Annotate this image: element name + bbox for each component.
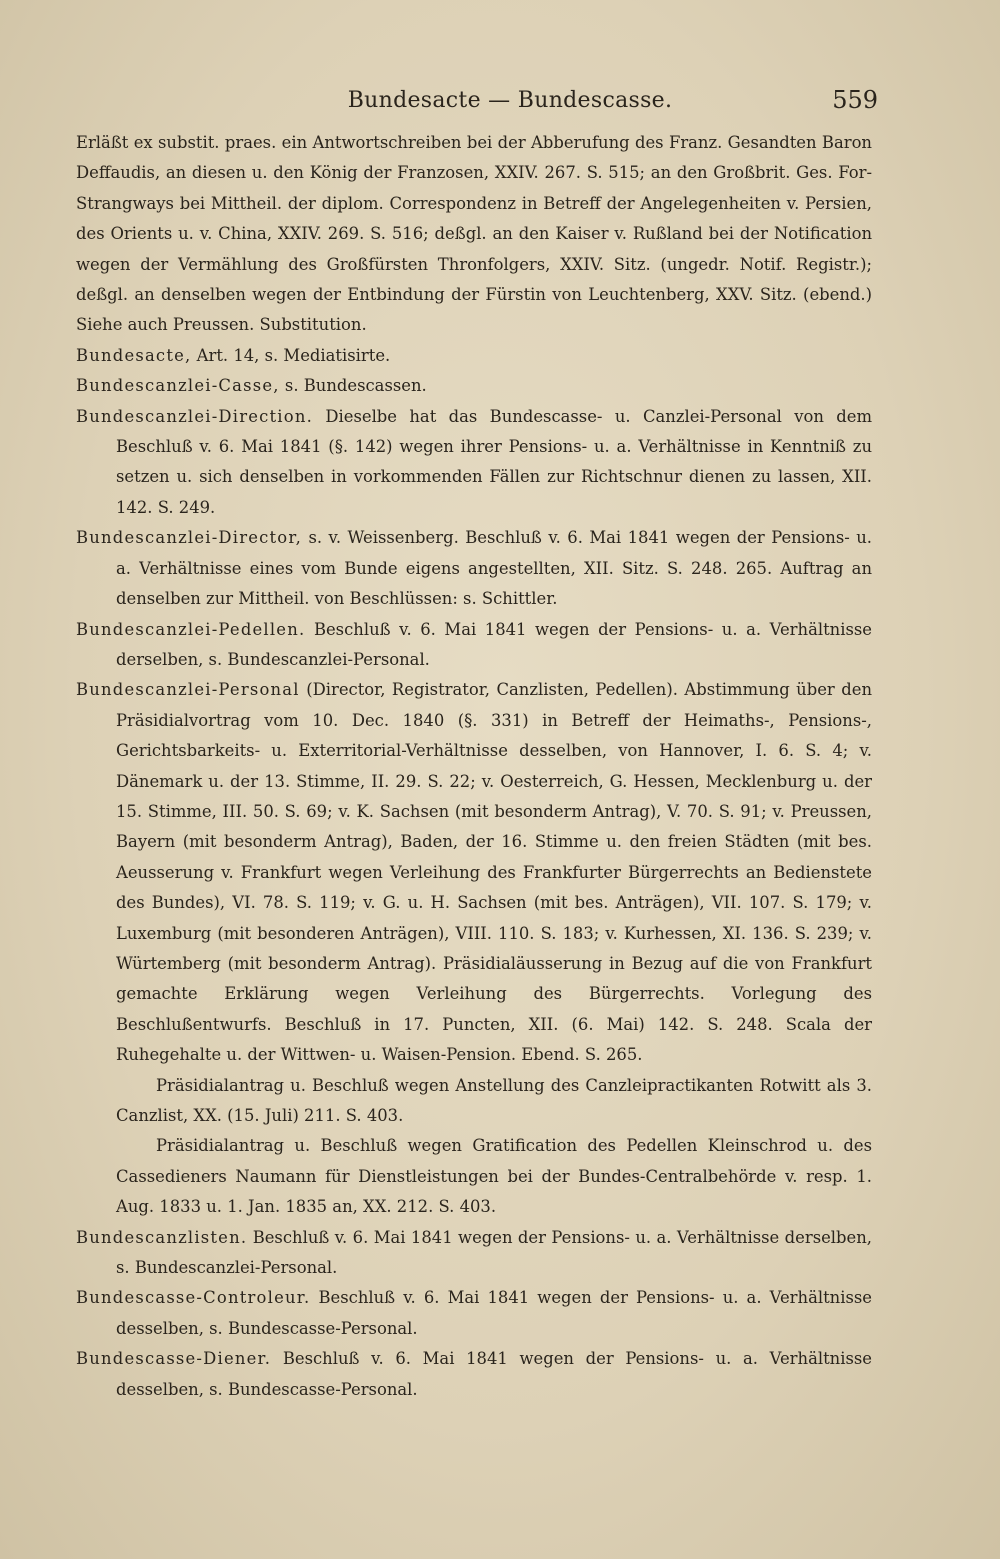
entry-text: (Director, Registrator, Canzlisten, Pedellen). Abstimmung über den Präsidialvortrag vom 10. Dec. 1840 (§. 331) in Betreff der Heimaths-, Pensions-, Gerichtsbarkeits- u. Exterritorial-Verhältnisse desselben, von Hannover, I. 6. S. 4; v. Dänemark u. der 13. Stimme, II. 29. S. 22; v. Oesterreich, G. Hessen, Mecklenburg u. der 15. Stimme, III. 50. S. 69; v. K. Sachsen (mit besonderm Antrag), V. 70. S. 91; v. Preussen, Bayern (mit besonderm Antrag), Baden, der 16. Stimme u. den freien Städten (mit bes. Aeusserung v. Frankfurt wegen Verleihung des Frankfurter Bürgerrechts an Bedienstete des Bundes), VI. 78. S. 119; v. G. u. H. Sachsen (mit bes. Anträgen), VII. 107. S. 179; v. Luxemburg (mit besonderen Anträgen), VIII. 110. S. 183; v. Kurhessen, XI. 136. S. 239; v. Würtemberg (mit besonderm Antrag). Präsidialäusserung in Bezug auf die von Frankfurt gemachte Erklärung wegen Verleihung des Bürgerrechts. Vorlegung des Beschlußentwurfs. Beschluß in 17. Puncten, XII. (6. Mai) 142. S. 248. Scala der Ruhegehalte u. der Wittwen- u. Waisen-Pension. Ebend. S. 265. <box>116 680 872 1065</box>
index-entry <box>76 371 872 401</box>
index-entry <box>76 1223 872 1284</box>
entry-text: Art. 14, s. Mediatisirte. <box>196 345 391 365</box>
entry-lemma: Bundescasse-Controleur. <box>76 1288 311 1308</box>
index-entry <box>76 402 872 524</box>
entry-lemma: Bundescanzlei-Director, <box>76 528 303 548</box>
entry-text: Präsidialantrag u. Beschluß wegen Gratification des Pedellen Kleinschrod u. des Cassedieners Naumann für Dienstleistungen bei der Bundes-Centralbehörde v. resp. 1. Aug. 1833 u. 1. Jan. 1835 an, XX. 212. S. 403. <box>116 1136 872 1217</box>
entry-text: Präsidialantrag u. Beschluß wegen Anstellung des Canzleipractikanten Rotwitt als 3. Canzlist, XX. (15. Juli) 211. S. 403. <box>116 1075 872 1125</box>
index-entry <box>76 615 872 676</box>
entry-lemma: Bundescanzlei-Personal <box>76 680 300 700</box>
index-entry <box>76 341 872 371</box>
index-subentry <box>76 1071 872 1132</box>
index-entry <box>76 675 872 1070</box>
index-entry <box>76 523 872 614</box>
entry-text: Beschluß v. 6. Mai 1841 wegen der Pensions- u. a. Verhältnisse desselben, s. Bundescasse-Personal. <box>116 1349 872 1399</box>
entry-lemma: Bundescanzlisten. <box>76 1227 248 1247</box>
index-entry <box>76 1344 872 1405</box>
entry-text: s. Bundescassen. <box>284 376 427 396</box>
entry-lemma: Bundesacte, <box>76 345 192 365</box>
entry-text: Beschluß v. 6. Mai 1841 wegen der Pensions- u. a. Verhältnisse derselben, s. Bundescanzlei-Personal. <box>116 1227 873 1278</box>
index-text <box>76 128 872 1405</box>
page-header <box>0 82 1000 122</box>
entry-text: Erläßt ex substit. praes. ein Antwortschreiben bei der Abberufung des Franz. Gesandten Baron Deffaudis, an diesen u. den König der Franzosen, XXIV. 267. S. 515; an den Großbrit. Ges. For-Strangways bei Mittheil. der diplom. Correspondenz in Betreff der Angelegenheiten v. Persien, des Orients u. v. China, XXIV. 269. S. 516; deßgl. an den Kaiser v. Rußland bei der Notification wegen der Vermählung des Großfürsten Thronfolgers, XXIV. Sitz. (ungedr. Notif. Registr.); deßgl. an denselben wegen der Entbindung der Fürstin von Leuchtenberg, XXV. Sitz. (ebend.) Siehe auch Preussen. Substitution. <box>76 133 872 335</box>
entry-lemma: Bundescanzlei-Casse, <box>76 376 280 396</box>
entry-lemma: Bundescanzlei-Pedellen. <box>76 619 306 639</box>
entry-text: Beschluß v. 6. Mai 1841 wegen der Pensions- u. a. Verhältnisse desselben, s. Bundescasse-Personal. <box>116 1288 872 1338</box>
page-number: 559 <box>832 86 878 114</box>
entry-text: Beschluß v. 6. Mai 1841 wegen der Pensions- u. a. Verhältnisse derselben, s. Bundescanzlei-Personal. <box>116 619 872 669</box>
entry-lemma: Bundescasse-Diener. <box>76 1349 272 1369</box>
entry-lemma: Bundescanzlei-Direction. <box>76 406 313 426</box>
running-title: Bundesacte — Bundescasse. <box>347 88 673 113</box>
index-subentry <box>76 1131 872 1222</box>
index-entry <box>76 1283 872 1344</box>
entry-text: Dieselbe hat das Bundescasse- u. Canzlei-Personal von dem Beschluß v. 6. Mai 1841 (§. 142) wegen ihrer Pensions- u. a. Verhältnisse in Kenntniß zu setzen u. sich denselben in vorkommenden Fällen zur Richtschnur dienen zu lassen, XII. 142. S. 249. <box>116 406 872 517</box>
entry-continuation <box>76 128 872 341</box>
entry-text: s. v. Weissenberg. Beschluß v. 6. Mai 1841 wegen der Pensions- u. a. Verhältnisse eines vom Bunde eigens angestellten, XII. Sitz. S. 248. 265. Auftrag an denselben zur Mittheil. von Beschlüssen: s. Schittler. <box>116 528 872 609</box>
